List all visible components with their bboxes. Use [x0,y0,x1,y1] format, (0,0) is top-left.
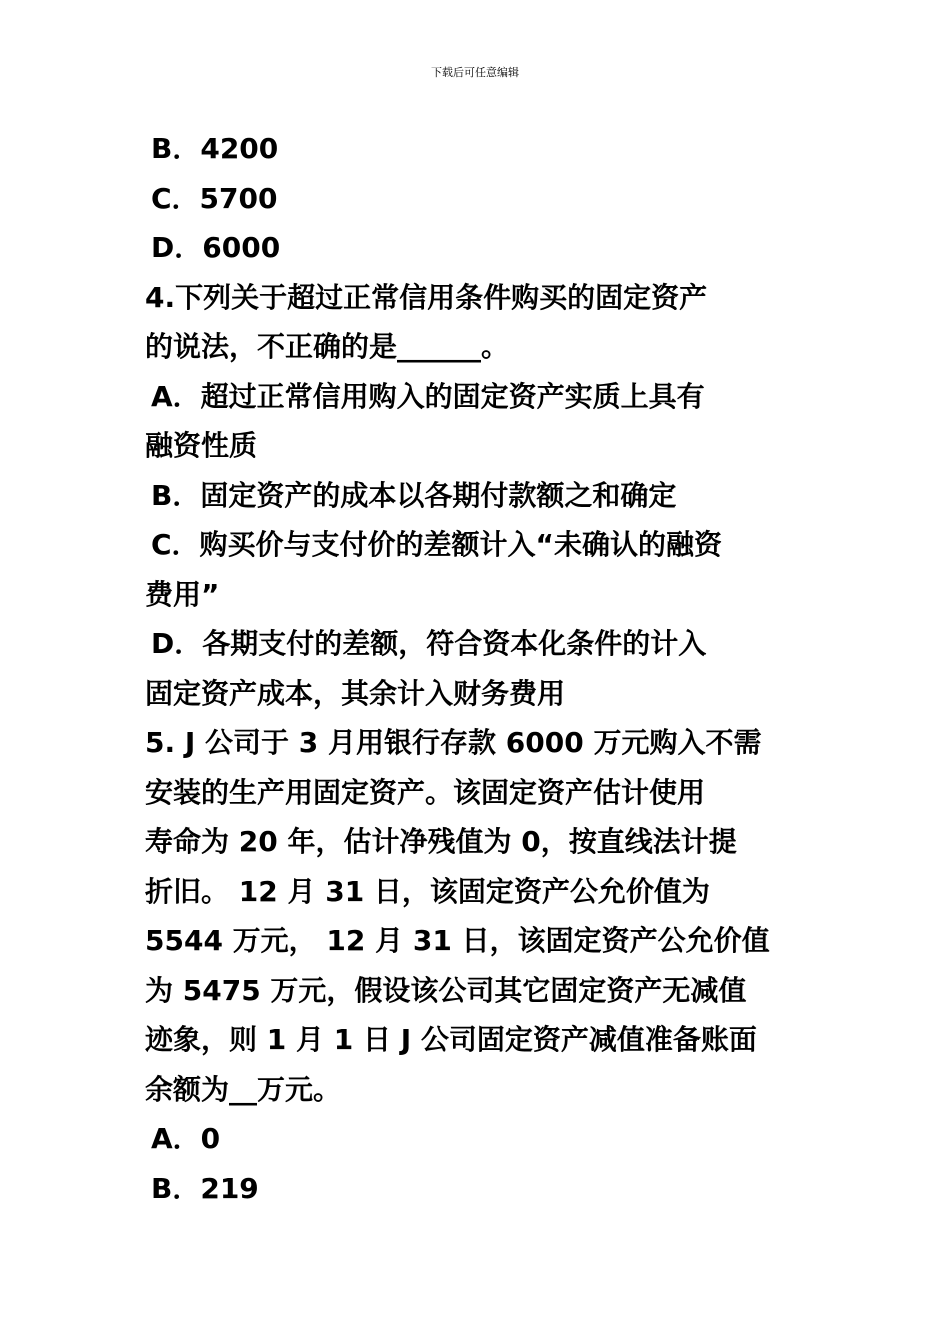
option-a-q4-line-1: A．超过正常信用购入的固定资产实质上具有 [151,379,705,413]
question-5-line-4: 折旧。 12 月 31 日，该固定资产公允价值为 [145,874,710,908]
page-header: 下载后可任意编辑 [431,66,519,79]
question-content [145,124,810,1213]
option-a-q4-line-2: 融资性质 [145,429,258,462]
option-b-q3: B．4200 [151,132,279,165]
question-5-line-6: 为 5475 万元，假设该公司其它固定资产无减值 [145,973,747,1007]
question-5-line-1: 5. J 公司于 3 月用银行存款 6000 万元购入不需 [145,726,762,759]
question-5-line-5: 5544 万元， 12 月 31 日，该固定资产公允价值 [145,924,770,957]
option-c-q4-line-2: 费用” [145,577,220,611]
question-5-line-8: 余额为__万元。 [145,1072,342,1106]
option-c-q4-line-1: C．购买价与支付价的差额计入“未确认的融资 [151,528,722,561]
question-5-line-3: 寿命为 20 年，估计净残值为 0，按直线法计提 [145,825,737,858]
question-5-line-7: 迹象，则 1 月 1 日 J 公司固定资产减值准备账面 [145,1023,757,1056]
option-b-q4: B．固定资产的成本以各期付款额之和确定 [151,478,677,512]
option-d-q3: D．6000 [151,231,281,264]
question-4-line-2: 的说法，不正确的是______。 [145,330,510,363]
option-b-q5: B．219 [151,1171,259,1205]
option-d-q4-line-1: D．各期支付的差额，符合资本化条件的计入 [151,627,707,660]
option-c-q3: C．5700 [151,181,278,215]
question-5-line-2: 安装的生产用固定资产。该固定资产估计使用 [145,775,706,809]
option-d-q4-line-2: 固定资产成本，其余计入财务费用 [145,676,566,710]
option-a-q5: A．0 [151,1122,221,1155]
question-4-line-1: 4.下列关于超过正常信用条件购买的固定资产 [145,280,708,314]
